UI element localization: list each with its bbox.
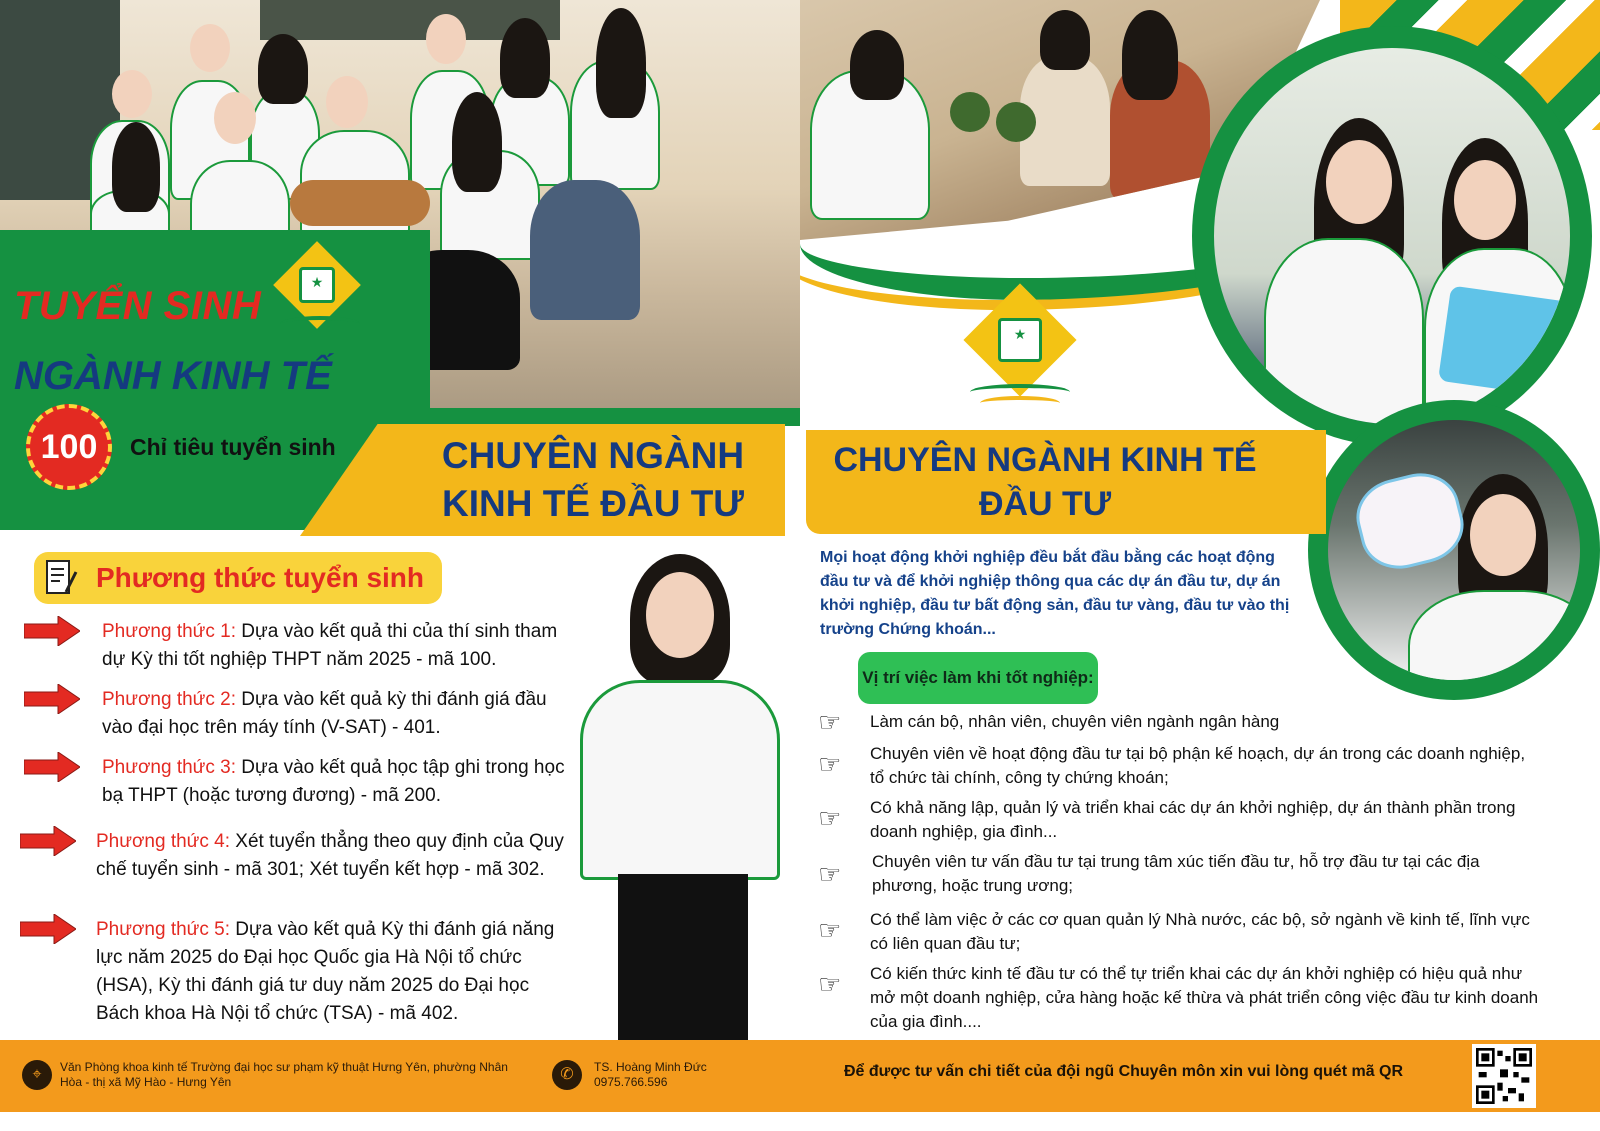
quota-label: Chỉ tiêu tuyển sinh: [130, 434, 336, 460]
major-title-line1: CHUYÊN NGÀNH: [441, 435, 745, 476]
major-title-line1: CHUYÊN NGÀNH KINH TẾ: [833, 441, 1257, 479]
student-shirt: [1408, 590, 1598, 700]
plant: [950, 92, 990, 132]
quota-number: 100: [40, 427, 98, 466]
headline-nganh-kinh-te: NGÀNH KINH TẾ: [14, 354, 332, 398]
green-stripe: [400, 408, 800, 426]
major-title-line2: ĐẦU TƯ: [978, 485, 1112, 523]
team-sign: [1438, 285, 1580, 398]
student-pointing-photo: [570, 548, 785, 1048]
guitar: [290, 180, 430, 226]
student-hair: [1122, 10, 1178, 100]
pointing-hand-icon: ☞: [818, 749, 842, 779]
student-hair: [850, 30, 904, 100]
method-label: Phương thức 5:: [96, 919, 231, 940]
university-logo: [960, 290, 1080, 420]
student-hair: [500, 18, 550, 98]
we-love-skh-sign: [1349, 465, 1472, 577]
qr-code[interactable]: [1472, 1044, 1536, 1108]
red-arrow-icon: [20, 826, 76, 856]
jobs-title: Vị trí việc làm khi tốt nghiệp:: [862, 668, 1094, 687]
job-item-2: Chuyên viên về hoạt động đầu tư tại bộ phận kế hoạch, dự án trong các doanh nghiệp, tổ chức tài chính, công ty chứng khoán;: [870, 744, 1526, 787]
student-shirt: [1264, 238, 1424, 438]
university-logo: [272, 250, 362, 340]
red-arrow-icon: [24, 616, 80, 646]
student-head: [426, 14, 466, 64]
pointing-hand-icon: ☞: [818, 707, 842, 737]
pointing-hand-icon: ☞: [818, 859, 842, 889]
footer-cta: Để được tư vấn chi tiết của đội ngũ Chuyên môn xin vui lòng quét mã QR: [844, 1063, 1404, 1080]
right-page: [800, 0, 1600, 1062]
student-hair: [112, 122, 160, 212]
major-title-line2: KINH TẾ ĐẦU TƯ: [441, 483, 745, 524]
document-pen-icon: [44, 558, 78, 598]
footer-contact: [594, 1060, 707, 1090]
quota-badge: [26, 404, 112, 490]
job-item-4: Chuyên viên tư vấn đầu tư tại trung tâm xúc tiến đầu tư, hỗ trợ đầu tư tại các địa phương, hoặc trung ương;: [872, 852, 1480, 895]
red-arrow-icon: [24, 752, 80, 782]
method-item-3: [102, 754, 582, 810]
method-item-1: [102, 618, 582, 674]
method-text: Dựa vào kết quả thi của thí sinh tham dự Kỳ thi tốt nghiệp THPT năm 2025 - mã 100.: [102, 621, 558, 670]
student-hair: [258, 34, 308, 104]
footer-address: Văn Phòng khoa kinh tế Trường đại học sư phạm kỹ thuật Hưng Yên, phường Nhân Hòa - thị xã Mỹ Hào - Hưng Yên: [60, 1060, 508, 1089]
method-text: Dựa vào kết quả học tập ghi trong học bạ THPT (hoặc tương đương) - mã 200.: [102, 757, 565, 806]
phone-icon: ✆: [552, 1060, 582, 1090]
student-head: [112, 70, 152, 118]
method-label: Phương thức 3:: [102, 757, 237, 778]
student-head: [646, 572, 714, 658]
student-hair: [452, 92, 502, 192]
pointing-hand-icon: ☞: [818, 803, 842, 833]
student-hair: [1040, 10, 1090, 70]
job-item-5: Có thể làm việc ở các cơ quan quản lý Nhà nước, các bộ, sở ngành về kinh tế, lĩnh vực có liên quan đầu tư;: [870, 910, 1530, 953]
students-circle-photo: [1192, 26, 1592, 446]
student-denim-skirt: [530, 180, 640, 320]
contact-name: TS. Hoàng Minh Đức: [594, 1060, 707, 1074]
student-sign-circle-photo: [1308, 400, 1600, 700]
method-label: Phương thức 1:: [102, 621, 237, 642]
method-label: Phương thức 2:: [102, 689, 237, 710]
contact-phone: 0975.766.596: [594, 1075, 668, 1089]
job-item-3: Có khả năng lập, quản lý và triển khai các dự án khởi nghiệp, dự án thành phần trong doanh nghiệp, gia đình...: [870, 798, 1516, 841]
headline-tuyen-sinh: TUYỂN SINH: [14, 284, 262, 328]
pointing-hand-icon: ☞: [818, 969, 842, 999]
student-shirt: [580, 680, 780, 880]
student-head: [326, 76, 368, 128]
major-title: [810, 438, 1280, 526]
location-pin-icon: ⌖: [22, 1060, 52, 1090]
pointing-hand-icon: ☞: [818, 915, 842, 945]
student-head: [214, 92, 256, 144]
job-item-1: Làm cán bộ, nhân viên, chuyên viên ngành ngân hàng: [870, 712, 1280, 731]
jobs-header-pill: [858, 652, 1098, 704]
student-head: [190, 24, 230, 72]
red-arrow-icon: [20, 914, 76, 944]
method-text: Dựa vào kết quả Kỳ thi đánh giá năng lực năm 2025 do Đại học Quốc gia Hà Nội tổ chức (HSA), Kỳ thi đánh giá tư duy năm 2025 do Đại học Bách khoa Hà Nội tổ chức (TSA) - mã 402.: [96, 919, 555, 1024]
left-page: [0, 0, 800, 1062]
student-head: [1470, 494, 1536, 576]
method-label: Phương thức 4:: [96, 831, 231, 852]
method-item-5: [96, 916, 576, 1028]
student-hair: [596, 8, 646, 118]
student-head: [1454, 160, 1516, 240]
method-item-4: [96, 828, 576, 884]
method-item-2: [102, 686, 582, 742]
student-skirt: [618, 874, 748, 1048]
red-arrow-icon: [24, 684, 80, 714]
major-intro: Mọi hoạt động khởi nghiệp đều bắt đầu bằng các hoạt động đầu tư và để khởi nghiệp thông qua các dự án đầu tư, dự án khởi nghiệp, đầu tư bất động sản, đầu tư vàng, đầu tư vào thị trường Chứng khoán...: [820, 549, 1290, 638]
method-text: Dựa vào kết quả kỳ thi đánh giá đầu vào đại học trên máy tính (V-SAT) - 401.: [102, 689, 547, 738]
job-item-6: Có kiến thức kinh tế đầu tư có thể tự triển khai các dự án khởi nghiệp có hiệu quả như mở một doanh nghiệp, cửa hàng hoặc kế thừa và phát triển công việc đầu tư kinh doanh của gia đình....: [870, 964, 1539, 1031]
plant: [996, 102, 1036, 142]
methods-title: Phương thức tuyển sinh: [96, 562, 425, 593]
student-head: [1326, 140, 1392, 224]
major-title: [408, 432, 778, 528]
method-text: Xét tuyển thẳng theo quy định của Quy chế tuyển sinh - mã 301; Xét tuyển kết hợp - mã 302.: [96, 831, 564, 880]
